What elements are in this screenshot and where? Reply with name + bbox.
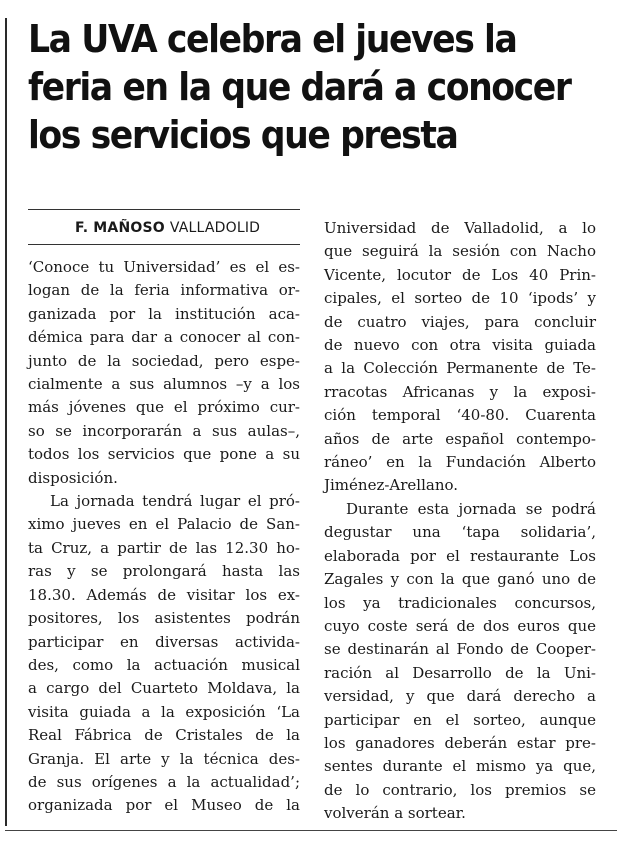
text-line: se destinarán al Fondo de Cooper- [324, 640, 596, 659]
text-line: visita guiada a la exposición ‘La [28, 702, 300, 721]
text-line: ‘Conoce tu Universidad’ es el es- [28, 258, 300, 276]
text-line: rracotas Africanas y la exposi- [324, 382, 596, 401]
text-line: a la Colección Permanente de Te- [324, 359, 596, 378]
text-line: 18.30. Además de visitar los ex- [28, 585, 300, 604]
text-line: cuyo coste será de dos euros que [324, 616, 596, 635]
paragraph-1 [28, 256, 300, 490]
headline-line-1: La UVA celebra el jueves la [28, 17, 517, 62]
text-line: Real Fábrica de Cristales de la [28, 726, 300, 745]
text-line: de sus orígenes a la actualidad’; [28, 772, 300, 791]
text-line: que seguirá la sesión con Nacho [324, 242, 596, 261]
text-line: cipales, el sorteo de 10 ‘ipods’ y [324, 289, 596, 308]
text-line: ras y se prolongará hasta las [28, 562, 300, 581]
text-line: so se incorporarán a sus aulas–, [28, 421, 300, 440]
right-column [324, 217, 596, 826]
byline-bottom-rule [28, 244, 300, 245]
left-column [28, 256, 300, 818]
text-line: de lo contrario, los premios se [324, 780, 596, 799]
text-line: ción temporal ‘40-80. Cuarenta [324, 406, 596, 425]
text-line: organizada por el Museo de la [28, 796, 300, 815]
headline-line-3: los servicios que presta [28, 113, 458, 158]
headline [28, 16, 571, 160]
left-border-rule [5, 18, 7, 826]
text-line: años de arte español contempo- [324, 429, 596, 448]
byline-author: F. MAÑOSO [75, 220, 165, 236]
text-line: logan de la feria informativa or- [28, 281, 300, 300]
text-line: elaborada por el restaurante Los [324, 546, 596, 565]
text-line: ganizada por la institución aca- [28, 304, 300, 323]
text-line: participar en diversas activida- [28, 632, 300, 651]
text-line: los ganadores deberán estar pre- [324, 733, 596, 752]
byline-top-rule [28, 209, 300, 210]
text-line: volverán a sortear. [324, 804, 466, 823]
text-line: Zagales y con la que ganó uno de [324, 570, 596, 589]
text-line: Durante esta jornada se podrá [346, 499, 596, 518]
text-line: de cuatro viajes, para concluir [324, 312, 596, 331]
text-line: Jiménez-Arellano. [324, 476, 459, 495]
byline [75, 219, 260, 237]
text-line: los ya tradicionales concursos, [324, 593, 596, 612]
text-line: todos los servicios que pone a su [28, 445, 300, 464]
text-line: positores, los asistentes podrán [28, 609, 300, 628]
text-line: junto de la sociedad, pero espe- [28, 351, 300, 370]
text-line: cialmente a sus alumnos –y a los [28, 375, 300, 394]
text-line: versidad, y que dará derecho a [324, 687, 596, 706]
text-line: más jóvenes que el próximo cur- [28, 398, 300, 417]
paragraph-3 [324, 498, 596, 826]
text-line: ta Cruz, a partir de las 12.30 ho- [28, 538, 300, 557]
text-line: démica para dar a conocer al con- [28, 328, 300, 347]
headline-line-2: feria en la que dará a conocer [28, 65, 571, 110]
text-line: participar en el sorteo, aunque [324, 710, 596, 729]
paragraph-2 [28, 490, 300, 818]
byline-place: VALLADOLID [169, 220, 261, 236]
text-line: Vicente, locutor de Los 40 Prin- [324, 265, 596, 284]
paragraph-2-continued [324, 217, 596, 498]
text-line: ración al Desarrollo de la Uni- [324, 663, 596, 682]
text-line: de nuevo con otra visita guiada [324, 336, 596, 355]
text-line: Granja. El arte y la técnica des- [28, 749, 300, 768]
text-line: degustar una ‘tapa solidaria’, [324, 523, 596, 542]
text-line: disposición. [28, 468, 118, 487]
text-line: a cargo del Cuarteto Moldava, la [28, 679, 300, 698]
text-line: ximo jueves en el Palacio de San- [28, 515, 300, 534]
text-line: La jornada tendrá lugar el pró- [50, 492, 300, 511]
text-line: sentes durante el mismo ya que, [324, 757, 596, 776]
text-line: ráneo’ en la Fundación Alberto [324, 453, 596, 472]
bottom-rule [5, 830, 617, 831]
text-line: Universidad de Valladolid, a lo [324, 219, 596, 237]
text-line: des, como la actuación musical [28, 655, 300, 674]
